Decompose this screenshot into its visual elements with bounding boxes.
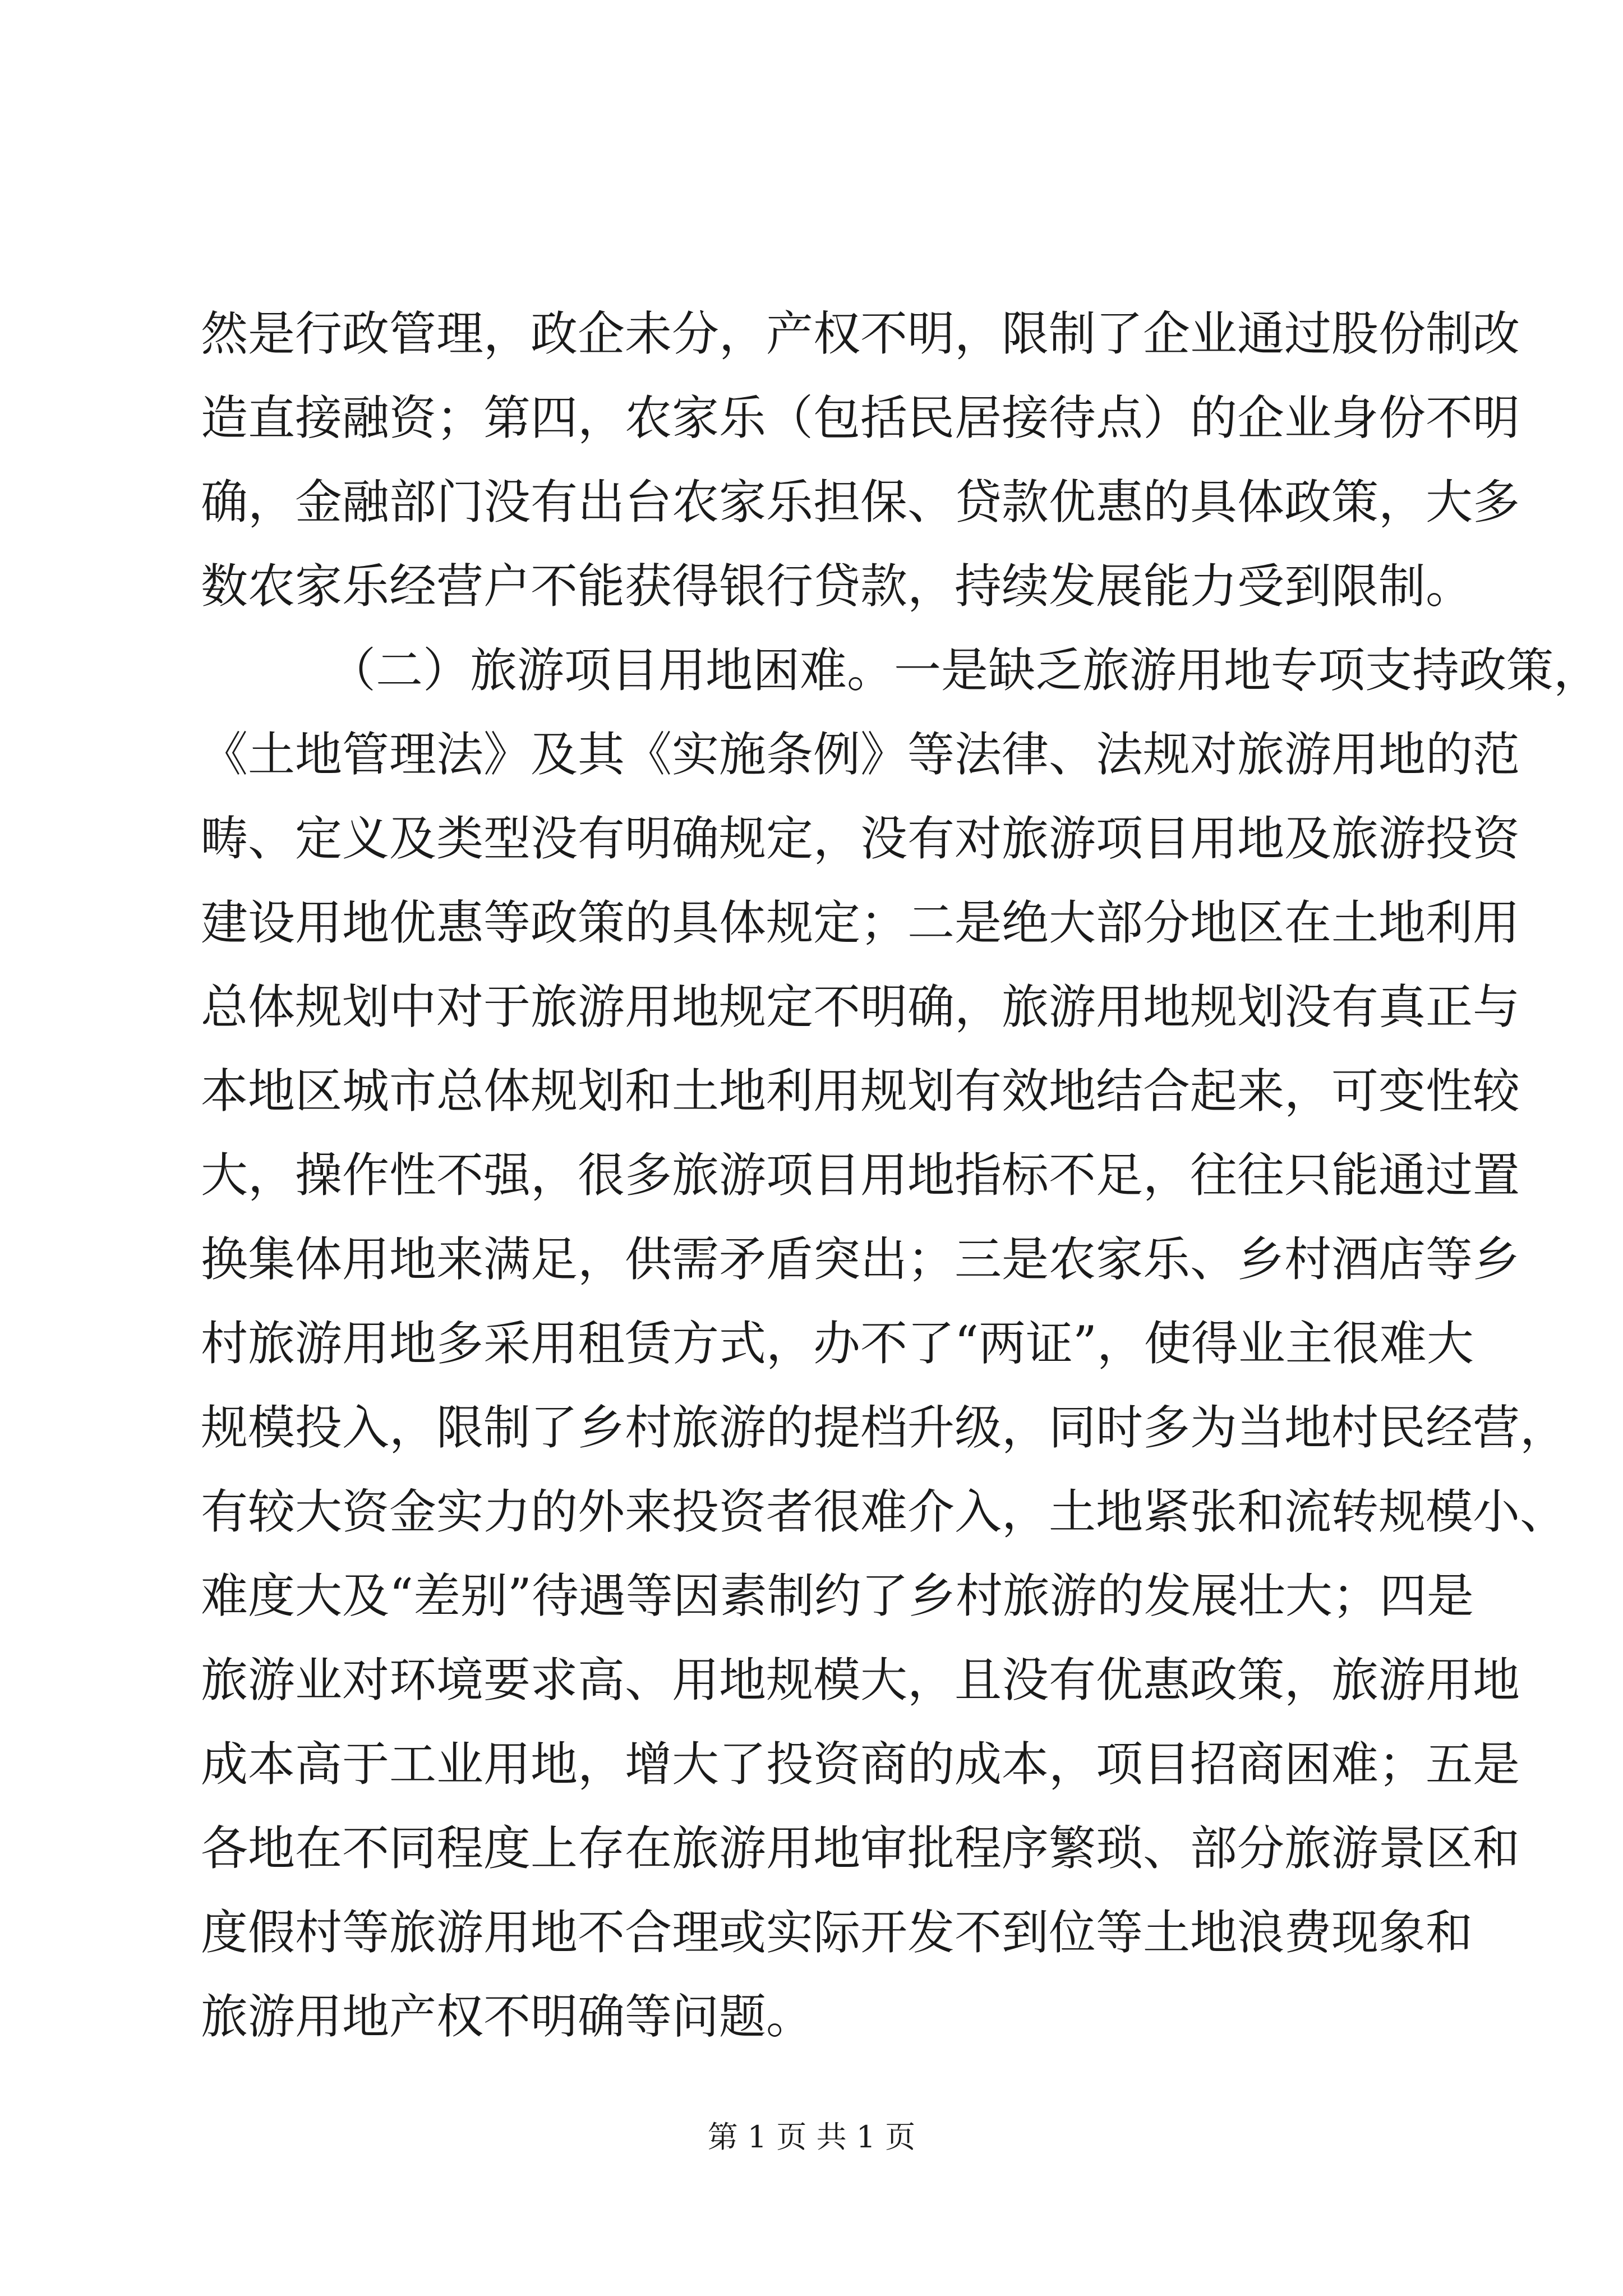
paragraph-2	[201, 628, 1601, 2059]
text-line: 村旅游用地多采用租赁方式，办不了“两证”，使得业主很难大	[201, 1316, 1474, 1371]
page-number-label: 第 1 页 共 1 页	[707, 2119, 916, 2155]
text-line: 换集体用地来满足，供需矛盾突出；三是农家乐、乡村酒店等乡	[201, 1232, 1520, 1287]
text-line: 各地在不同程度上存在旅游用地审批程序繁琐、部分旅游景区和	[201, 1821, 1520, 1876]
text-line: 建设用地优惠等政策的具体规定；二是绝大部分地区在土地利用	[201, 895, 1520, 950]
text-line: 《土地管理法》及其《实施条例》等法律、法规对旅游用地的范	[201, 727, 1520, 782]
text-line: 造直接融资；第四，农家乐（包括民居接待点）的企业身份不明	[201, 390, 1520, 445]
text-line: 大，操作性不强，很多旅游项目用地指标不足，往往只能通过置	[201, 1148, 1520, 1203]
text-line: 总体规划中对于旅游用地规定不明确，旅游用地规划没有真正与	[201, 979, 1520, 1034]
section-heading-line: （二）旅游项目用地困难。一是缺乏旅游用地专项支持政策，	[329, 643, 1601, 698]
document-body	[201, 292, 1601, 2059]
text-line: 确，金融部门没有出台农家乐担保、贷款优惠的具体政策，大多	[201, 475, 1520, 530]
paragraph-1	[201, 292, 1520, 628]
text-line: 有较大资金实力的外来投资者很难介入，土地紧张和流转规模小、	[201, 1484, 1567, 1539]
text-line: 数农家乐经营户不能获得银行贷款，持续发展能力受到限制。	[201, 559, 1473, 614]
text-line: 然是行政管理，政企未分，产权不明，限制了企业通过股份制改	[201, 306, 1520, 361]
text-line: 旅游业对环境要求高、用地规模大，且没有优惠政策，旅游用地	[201, 1653, 1520, 1708]
text-line: 畴、定义及类型没有明确规定，没有对旅游项目用地及旅游投资	[201, 811, 1520, 866]
text-line: 规模投入，限制了乡村旅游的提档升级，同时多为当地村民经营，	[201, 1400, 1567, 1455]
text-line: 度假村等旅游用地不合理或实际开发不到位等土地浪费现象和	[201, 1905, 1473, 1960]
text-line: 旅游用地产权不明确等问题。	[201, 1989, 814, 2044]
text-line: 本地区城市总体规划和土地利用规划有效地结合起来，可变性较	[201, 1064, 1520, 1119]
text-line: 难度大及“差别”待遇等因素制约了乡村旅游的发展壮大；四是	[201, 1568, 1474, 1623]
text-line: 成本高于工业用地，增大了投资商的成本，项目招商困难；五是	[201, 1737, 1520, 1792]
page-footer	[0, 2115, 1623, 2160]
